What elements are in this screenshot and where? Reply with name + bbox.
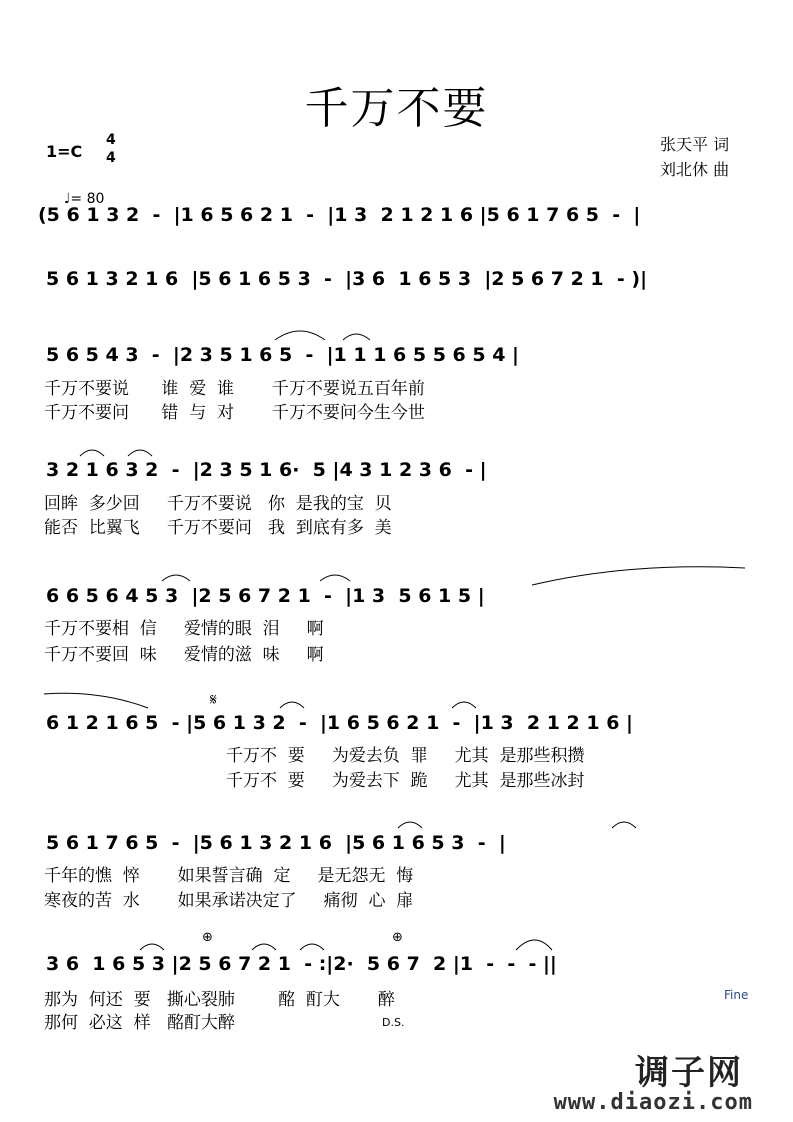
slur: [80, 450, 104, 456]
composer-credit: 刘北休 曲: [660, 160, 730, 179]
lyric-row-7-verse-1: 千年的憔 悴 如果誓言确 定 是无怨无 悔: [44, 866, 414, 886]
site-logo: 调子网: [635, 1053, 743, 1093]
lyric-row-5-verse-1: 千万不要相 信 爱情的眼 泪 啊: [44, 619, 324, 639]
lyric-row-3-verse-1: 千万不要说 谁 爱 谁 千万不要说五百年前: [44, 379, 425, 399]
notation-row-7: 5 6 1 7 6 5 - |5 6 1 3 2 1 6 |5 6 1 6 5 3 - |: [46, 832, 506, 854]
segno-icon: 𝄋: [210, 690, 217, 709]
notation-row-8: 3 6 1 6 5 3 |2 5 6 7 2 1 - :|2· 5 6 7 2 |1 - - - ||: [46, 953, 557, 975]
lyric-row-6-verse-2: 千万不 要 为爱去下 跪 尤其 是那些冰封: [226, 771, 585, 791]
coda-icon-2: ⊕: [392, 930, 403, 945]
slur: [162, 575, 190, 581]
slur: [343, 334, 370, 340]
slur: [452, 702, 476, 708]
lyric-row-8-verse-1: 那为 何还 要 撕心裂肺 酩 酊大 醉: [44, 990, 395, 1010]
song-title: 千万不要: [304, 83, 489, 134]
notation-row-1: (5 6 1 3 2 - |1 6 5 6 2 1 - |1 3 2 1 2 1 6 |5 6 1 7 6 5 - |: [38, 204, 641, 226]
time-sig-top: 4: [106, 132, 116, 148]
lyric-row-5-verse-2: 千万不要回 味 爱情的滋 味 啊: [44, 645, 324, 665]
slur: [612, 822, 636, 828]
lyric-row-7-verse-2: 寒夜的苦 水 如果承诺决定了 痛彻 心 扉: [44, 891, 414, 911]
time-sig-bottom: 4: [106, 150, 116, 166]
lyric-row-4-verse-1: 回眸 多少回 千万不要说 你 是我的宝 贝: [44, 494, 392, 514]
notation-row-3: 5 6 5 4 3 - |2 3 5 1 6 5 - |1 1 1 6 5 5 6 5 4 |: [46, 344, 519, 366]
coda-icon: ⊕: [202, 930, 213, 945]
lyric-row-8-verse-2: 那何 必这 样 酩酊大醉: [44, 1013, 235, 1033]
slur: [128, 450, 152, 456]
lyric-row-3-verse-2: 千万不要问 错 与 对 千万不要问今生今世: [44, 403, 425, 423]
lyricist-credit: 张天平 词: [660, 135, 730, 154]
lyric-row-6-verse-1: 千万不 要 为爱去负 罪 尤其 是那些积攒: [226, 746, 585, 766]
slur: [516, 940, 552, 950]
slur: [320, 575, 350, 581]
tempo-mark: ♩= 80: [63, 191, 105, 207]
slur: [275, 331, 325, 340]
fine-mark: Fine: [724, 988, 749, 1002]
slur: [44, 693, 148, 708]
key-signature: 1=C: [46, 142, 83, 161]
notation-row-4: 3 2 1 6 3 2 - |2 3 5 1 6· 5 |4 3 1 2 3 6 - |: [46, 459, 487, 481]
slur: [398, 822, 422, 828]
quarter-note-icon: ♩: [63, 191, 71, 207]
site-url: www.diaozi.com: [553, 1090, 753, 1115]
notation-row-5: 6 6 5 6 4 5 3 |2 5 6 7 2 1 - |1 3 5 6 1 5 |: [46, 585, 485, 607]
slur: [532, 567, 745, 585]
slur: [252, 944, 276, 950]
lyric-row-4-verse-2: 能否 比翼飞 千万不要问 我 到底有多 美: [44, 518, 392, 538]
dal-segno-mark: D.S.: [382, 1016, 405, 1029]
notation-row-2: 5 6 1 3 2 1 6 |5 6 1 6 5 3 - |3 6 1 6 5 3 |2 5 6 7 2 1 - )|: [46, 268, 648, 290]
slur: [300, 944, 324, 950]
notation-row-6: 6 1 2 1 6 5 - |5 6 1 3 2 - |1 6 5 6 2 1 - |1 3 2 1 2 1 6 |: [46, 712, 633, 734]
slur: [140, 944, 164, 950]
slur: [280, 702, 304, 708]
